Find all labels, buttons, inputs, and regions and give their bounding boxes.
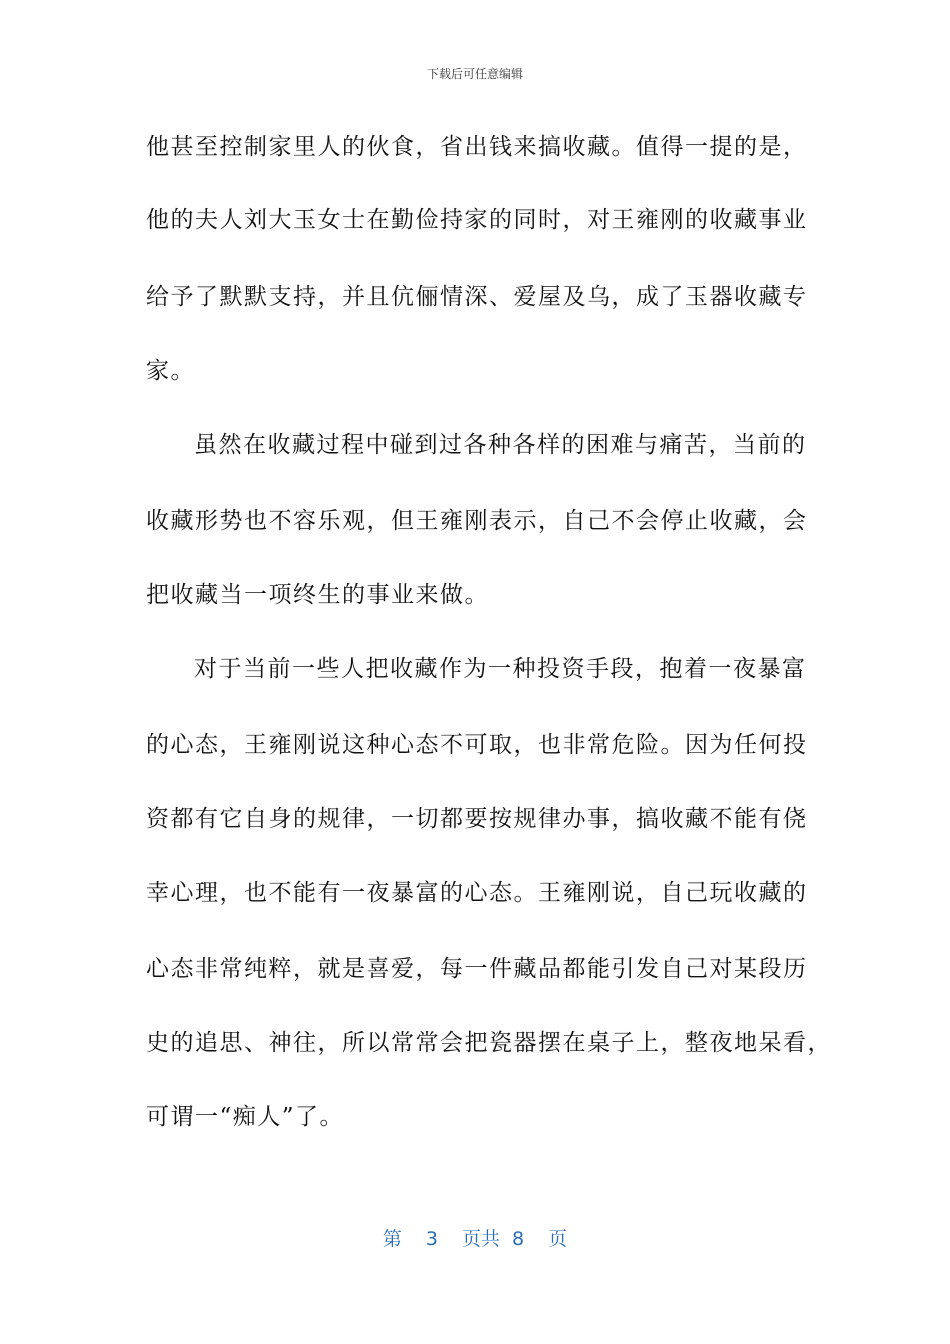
- text-line: 可谓一“痴人”了。: [146, 1104, 345, 1130]
- footer-prefix: 第: [382, 1228, 402, 1250]
- text-line: 史的追思、神往，所以常常会把瓷器摆在桌子上，整夜地呆看，: [146, 1030, 832, 1056]
- text-line: 的心态，王雍刚说这种心态不可取，也非常危险。因为任何投: [146, 732, 808, 758]
- text-line: 资都有它自身的规律，一切都要按规律办事，搞收藏不能有侥: [146, 806, 808, 832]
- text-line: 对于当前一些人把收藏作为一种投资手段，抱着一夜暴富: [194, 656, 807, 682]
- text-line: 家。: [146, 358, 195, 384]
- text-line: 给予了默默支持，并且伉俪情深、爱屋及乌，成了玉器收藏专: [146, 284, 808, 310]
- footer-suffix: 页: [548, 1228, 568, 1250]
- text-line: 虽然在收藏过程中碰到过各种各样的困难与痛苦，当前的: [194, 432, 807, 458]
- text-line: 收藏形势也不容乐观，但王雍刚表示，自己不会停止收藏，会: [146, 508, 808, 534]
- current-page-number: 3: [425, 1228, 438, 1250]
- page-number-footer: [0, 1226, 950, 1252]
- text-line: 把收藏当一项终生的事业来做。: [146, 582, 489, 608]
- text-line: 他的夫人刘大玉女士在勤俭持家的同时，对王雍刚的收藏事业: [146, 207, 808, 233]
- page-header-note: 下载后可任意编辑: [426, 67, 523, 81]
- text-line: 幸心理，也不能有一夜暴富的心态。王雍刚说，自己玩收藏的: [146, 880, 808, 906]
- total-pages-number: 8: [512, 1228, 525, 1250]
- footer-middle: 页共: [461, 1228, 500, 1250]
- text-line: 他甚至控制家里人的伙食，省出钱来搞收藏。值得一提的是，: [146, 134, 808, 160]
- text-line: 心态非常纯粹，就是喜爱，每一件藏品都能引发自己对某段历: [146, 956, 808, 982]
